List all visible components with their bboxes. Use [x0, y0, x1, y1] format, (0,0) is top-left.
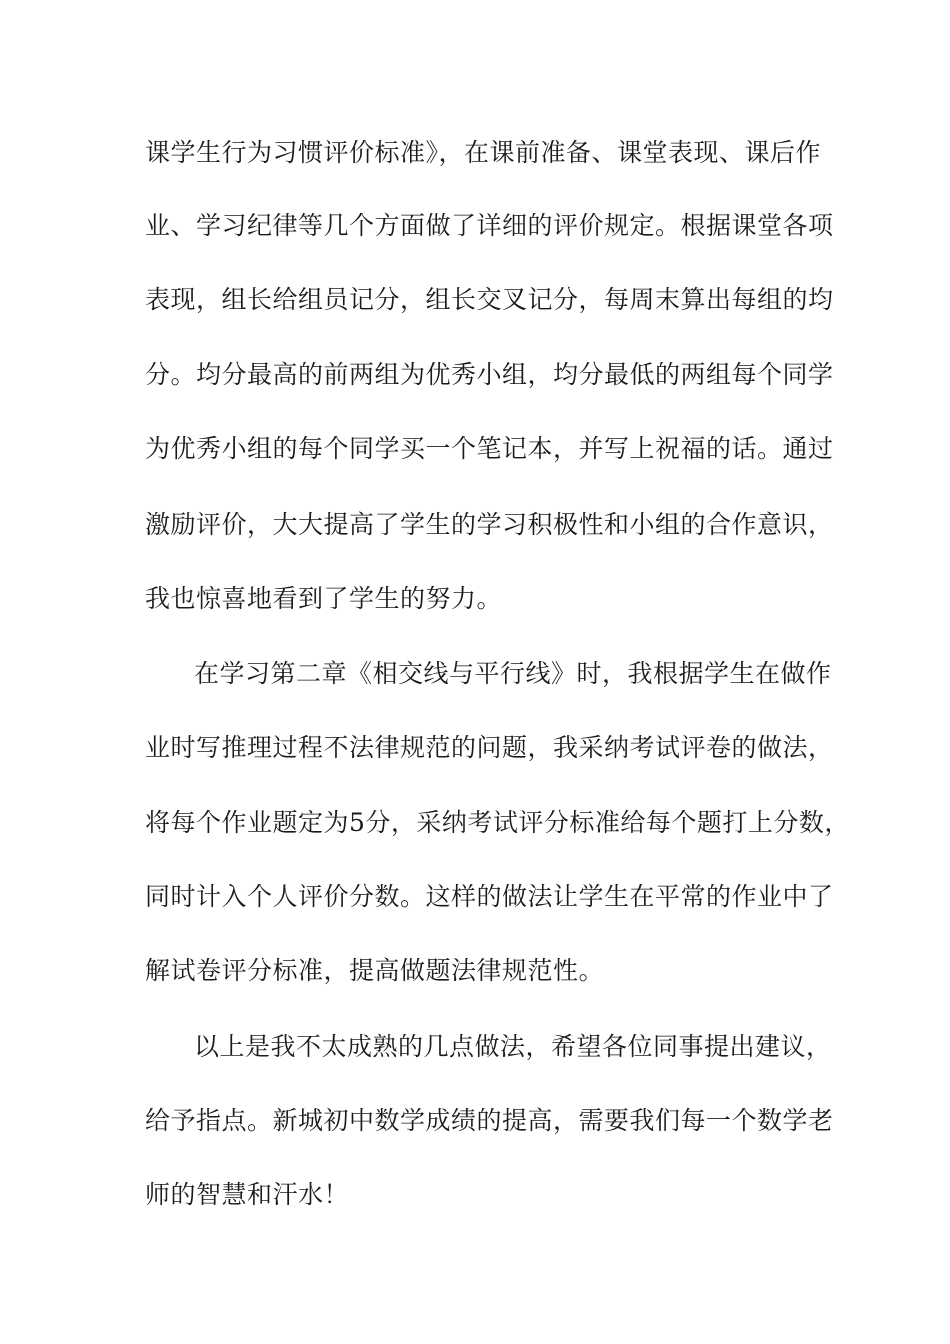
- paragraph-line: 师的智慧和汗水！: [145, 1180, 350, 1209]
- paragraph-line: 以上是我不太成熟的几点做法，希望各位同事提出建议，: [194, 1032, 832, 1061]
- paragraph-line: 为优秀小组的每个同学买一个笔记本，并写上祝福的话。通过: [145, 434, 834, 463]
- paragraph-line: 我也惊喜地看到了学生的努力。: [145, 584, 503, 613]
- paragraph-line: 业、学习纪律等几个方面做了详细的评价规定。根据课堂各项: [145, 211, 834, 240]
- paragraph-line: 分。均分最高的前两组为优秀小组，均分最低的两组每个同学: [145, 360, 834, 389]
- paragraph-line: 课学生行为习惯评价标准》，在课前准备、课堂表现、课后作: [145, 138, 822, 167]
- paragraph-line: 解试卷评分标准，提高做题法律规范性。: [145, 956, 605, 985]
- paragraph-line: 在学习第二章《相交线与平行线》时，我根据学生在做作: [194, 659, 832, 688]
- paragraph-line: 业时写推理过程不法律规范的问题，我采纳考试评卷的做法，: [145, 733, 834, 762]
- paragraph-line: 同时计入个人评价分数。这样的做法让学生在平常的作业中了: [145, 882, 834, 911]
- paragraph-line: 将每个作业题定为5分，采纳考试评分标准给每个题打上分数，: [145, 808, 850, 837]
- paragraph-line: 给予指点。新城初中数学成绩的提高，需要我们每一个数学老: [145, 1106, 834, 1135]
- paragraph-line: 激励评价，大大提高了学生的学习积极性和小组的合作意识，: [145, 510, 834, 539]
- paragraph-line: 表现，组长给组员记分，组长交叉记分，每周末算出每组的均: [145, 285, 834, 314]
